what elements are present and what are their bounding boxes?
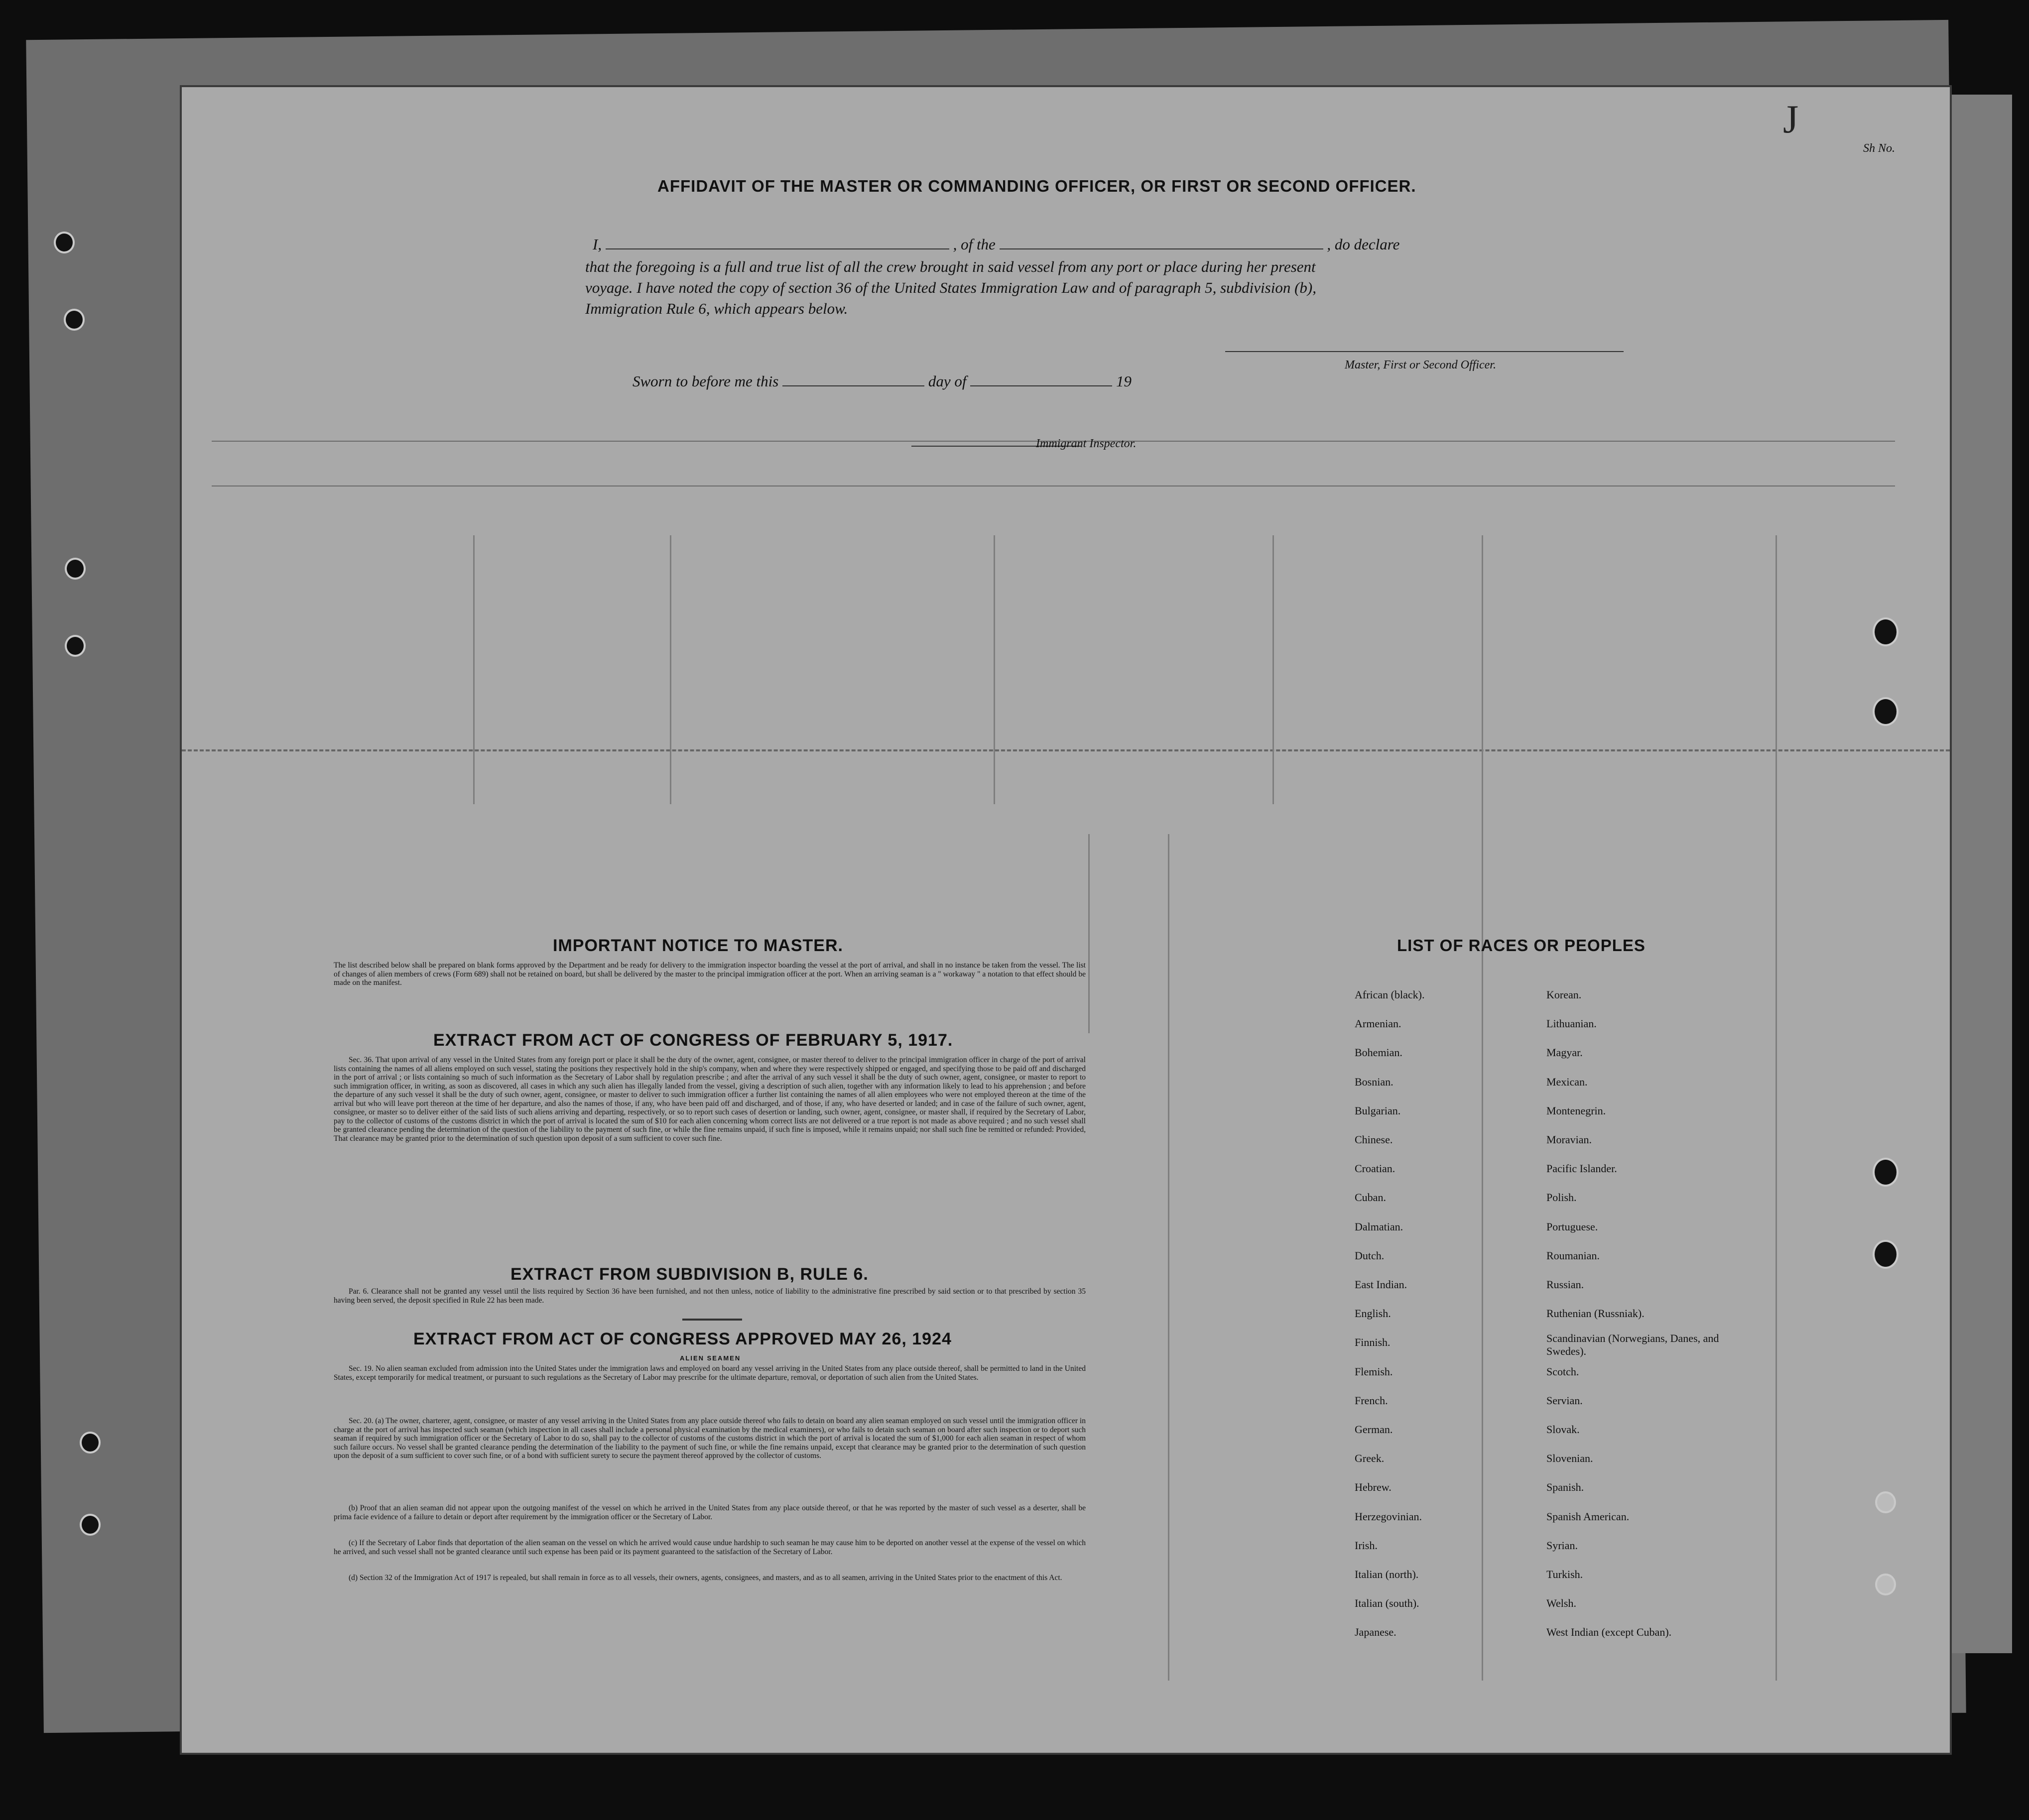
sworn-before: Sworn to before me this [633, 372, 779, 390]
race-item: Moravian. [1546, 1133, 1592, 1146]
table-column-rule [1088, 834, 1090, 1033]
extract-1924-title: EXTRACT FROM ACT OF CONGRESS APPROVED MAY 26, 1924 [413, 1330, 952, 1348]
table-rule [212, 485, 1895, 486]
table-column-rule [994, 535, 995, 804]
day-fill-line [782, 371, 924, 386]
race-item: Finnish. [1355, 1336, 1391, 1349]
race-item: Russian. [1546, 1278, 1584, 1291]
dashed-divider [182, 749, 1950, 751]
affidavit-line-3: voyage. I have noted the copy of section 36 of the United States Immigration Law and of paragraph 5, subdivision (b), [585, 279, 1316, 296]
manifest-page [182, 87, 1950, 1753]
race-item: Ruthenian (Russniak). [1546, 1307, 1645, 1320]
extract-1917-text [334, 1056, 1086, 1143]
race-item: Magyar. [1546, 1046, 1583, 1059]
sec-20a-text: Sec. 20. (a) The owner, charterer, agent, consignee, or master of any vessel arriving in the United States from any place outside thereof who fails to detain on board any alien seaman employed on such vessel until the immigration officer in charge at the port of arrival has inspected such seaman (which inspection in all cases shall include a personal physical examination by the medical examiners), or who fails to detain such seaman on board after such inspection or to deport such seaman if required by such immigration officer or the Secretary of Labor to do so, shall pay to the collector of customs of the customs district in which the port of arrival is located the sum of $1,000 for each alien seaman in respect of whom such failure occurs. No vessel shall be granted clearance pending the determination of the liability to the payment of such fine, or while the fine remains unpaid, except that clearance may be granted prior to the determination of such question upon the deposit of a sum sufficient to cover such fine, or of a bond with sufficient surety to secure the payment thereof approved by the collector of customs. [334, 1417, 1086, 1460]
table-column-rule [1272, 535, 1274, 804]
race-item: Scotch. [1546, 1365, 1579, 1378]
race-item: Italian (south). [1355, 1597, 1419, 1610]
affidavit-title: AFFIDAVIT OF THE MASTER OR COMMANDING OFFICER, OR FIRST OR SECOND OFFICER. [657, 177, 1416, 195]
affidavit-line-2: that the foregoing is a full and true list of all the crew brought in said vessel from any port or place during her present [585, 258, 1316, 275]
races-title: LIST OF RACES OR PEOPLES [1397, 936, 1646, 955]
sec-36-body: That upon arrival of any vessel in the United States from any foreign port or place it shall be the duty of the owner, agent, consignee, or master thereof to deliver to the principal immigration officer in charge of the port of arrival lists containing the names of all aliens employed on such vessel, stating the positions they respectively hold in the ship's company, when and where they were respectively shipped or engaged, and specifying those to be paid off and discharged in the port of arrival ; or lists containing so much of such information as the Secretary of Labor shall by regulation prescribe ; and after the arrival of any such vessel it shall be the duty of such owner, agent, consignee, or master to report to such immigration officer, in writing, as soon as discovered, all cases in which any such alien has illegally landed from the vessel, giving a description of such alien, together with any information likely to lead to his apprehension ; and before the departure of any such vessel it shall be the duty of such owner, agent, consignee, or master to deliver to such immigration officer a further list containing the names of all alien employees who were not employed thereon at the time of the arrival but who will leave port thereon at the time of her departure, and also the names of those, if any, who have been paid off and discharged, and of those, if any, who have deserted or landed; and in case of the failure of such owner, agent, consignee, or master so to deliver either of the said lists of such aliens arriving and departing, respectively, or so to report such cases of desertion or landing, such owner, agent, consignee, or master shall, if required by the Secretary of Labor, pay to the collector of customs of the customs district in which the port of arrival is located the sum of $10 for each alien concerning whom correct lists are not delivered or a true report is not made as above required ; and no such vessel shall be granted clearance pending the determination of the question of the liability to the payment of such fine, or while the fine remains unpaid, if such fine is imposed, while it remains unpaid; nor shall such fine be remitted or refunded: Provided, That clearance may be granted prior to the determination of such question upon deposit of a sum sufficient to cover such fine. [334, 1056, 1086, 1143]
race-item: Roumanian. [1546, 1249, 1600, 1262]
month-fill-line [970, 371, 1112, 386]
race-item: Scandinavian (Norwegians, Danes, and Swedes). [1546, 1332, 1719, 1358]
binding-hole [54, 232, 75, 253]
table-column-rule [1775, 535, 1777, 1681]
race-item: East Indian. [1355, 1278, 1407, 1291]
race-item: Armenian. [1355, 1017, 1401, 1030]
race-item: Dalmatian. [1355, 1220, 1403, 1233]
race-item: Pacific Islander. [1546, 1162, 1617, 1175]
master-signature-line [1225, 351, 1624, 352]
binding-hole [1873, 697, 1899, 726]
race-item: Irish. [1355, 1539, 1378, 1552]
affidavit-of-the: , of the [953, 236, 996, 253]
race-item: Slovenian. [1546, 1452, 1593, 1465]
binding-hole [65, 635, 86, 657]
sec-20b-text: (b) Proof that an alien seaman did not appear upon the outgoing manifest of the vessel on which he arrived in the United States from any place outside thereof, or that he was reported by the master of such vessel as a deserter, shall be prima facie evidence of a failure to detain or deport after requirement by the immigration officer or the Secretary of Labor. [334, 1504, 1086, 1521]
binding-hole [1873, 1240, 1899, 1269]
race-item: Herzegovinian. [1355, 1510, 1422, 1523]
race-item: French. [1355, 1394, 1388, 1407]
sec-19-text: Sec. 19. No alien seaman excluded from admission into the United States under the immigration laws and employed on board any vessel arriving in the United States from any place outside thereof, shall be permitted to land in the United States, except temporarily for medical treatment, or pursuant to such regulations as the Secretary of Labor may prescribe for the ultimate departure, removal, or deportation of such alien from the United States. [334, 1364, 1086, 1382]
race-item: Spanish American. [1546, 1510, 1630, 1523]
race-item: Portuguese. [1546, 1220, 1598, 1233]
binding-hole [80, 1514, 101, 1536]
extract-1917-title: EXTRACT FROM ACT OF CONGRESS OF FEBRUARY 5, 1917. [433, 1031, 953, 1050]
race-item: Bosnian. [1355, 1075, 1394, 1088]
affidavit-do-declare: , do declare [1327, 236, 1400, 253]
vessel-fill-line [1000, 235, 1323, 249]
race-item: Mexican. [1546, 1075, 1588, 1088]
name-fill-line [606, 235, 949, 249]
extract-1924-subtitle: ALIEN SEAMEN [680, 1354, 741, 1362]
affidavit-line-1 [593, 234, 1399, 255]
year-prefix: 19 [1116, 372, 1132, 390]
race-item: Hebrew. [1355, 1481, 1392, 1494]
sworn-line [633, 371, 1132, 392]
race-item: German. [1355, 1423, 1393, 1436]
sec-20c-text: (c) If the Secretary of Labor finds that deportation of the alien seaman on the vessel on which he arrived would cause undue hardship to such seaman he may cause him to be deported on another vessel at the expense of the vessel on which he arrived, and such vessel shall not be granted clearance until such expense has been paid or its payment guaranteed to the satisfaction of the Secretary of Labor. [334, 1539, 1086, 1556]
race-item: Slovak. [1546, 1423, 1580, 1436]
race-item: Spanish. [1546, 1481, 1584, 1494]
table-column-rule [473, 535, 475, 804]
race-item: Bulgarian. [1355, 1104, 1401, 1117]
table-column-rule [670, 535, 671, 804]
race-item: Turkish. [1546, 1568, 1583, 1580]
sec-20d-text: (d) Section 32 of the Immigration Act of 1917 is repealed, but shall remain in force as to all vessels, their owners, agents, consignees, and masters, and as to all seamen, arriving in the United States prior to the enactment of this Act. [349, 1574, 1062, 1582]
race-item: Polish. [1546, 1191, 1577, 1204]
race-item: Dutch. [1355, 1249, 1385, 1262]
race-item: Bohemian. [1355, 1046, 1402, 1059]
notice-text: The list described below shall be prepared on blank forms approved by the Department and be ready for delivery to the immigration inspector boarding the vessel at the port of arrival, and shall in no instance be taken from the vessel. The list of changes of alien members of crews (Form 689) shall not be retained on board, but shall be delivered by the master to the principal immigration officer at the port. When an arriving seaman is a " workaway " a notation to that effect should be made on the manifest. [334, 961, 1086, 987]
race-item: Flemish. [1355, 1365, 1393, 1378]
sheet-number-label: Sh No. [1863, 142, 1895, 155]
sec-36-label: Sec. 36. [349, 1056, 374, 1064]
race-item: Italian (north). [1355, 1568, 1419, 1580]
race-item: Chinese. [1355, 1133, 1393, 1146]
race-item: Welsh. [1546, 1597, 1576, 1610]
binding-hole [65, 558, 86, 580]
binding-hole [1875, 1491, 1896, 1513]
inspector-label: Immigrant Inspector. [1036, 437, 1137, 450]
table-column-rule [1168, 834, 1169, 1681]
race-item: Japanese. [1355, 1626, 1396, 1639]
race-item: English. [1355, 1307, 1391, 1320]
binding-hole [64, 309, 85, 331]
race-item: Croatian. [1355, 1162, 1395, 1175]
binding-hole [80, 1432, 101, 1454]
binding-hole [1873, 1158, 1899, 1187]
notice-title: IMPORTANT NOTICE TO MASTER. [553, 936, 843, 955]
race-item: Servian. [1546, 1394, 1583, 1407]
binding-hole [1873, 617, 1899, 646]
race-item: Cuban. [1355, 1191, 1386, 1204]
race-item: Greek. [1355, 1452, 1385, 1465]
extract-rule6-title: EXTRACT FROM SUBDIVISION B, RULE 6. [510, 1265, 869, 1284]
race-item: West Indian (except Cuban). [1546, 1626, 1672, 1639]
race-item: Lithuanian. [1546, 1017, 1597, 1030]
handwritten-mark: J [1783, 98, 1799, 141]
day-of: day of [928, 372, 967, 390]
table-column-rule [1482, 535, 1483, 1681]
section-divider [682, 1319, 742, 1321]
extract-rule6-text: Par. 6. Clearance shall not be granted any vessel until the lists required by Section 36 have been furnished, and not then unless, notice of liability to the administrative fine prescribed by said section or to that prescribed by section 35 having been served, the deposit specified in Rule 22 has been made. [334, 1287, 1086, 1305]
race-item: Korean. [1546, 988, 1582, 1001]
master-label: Master, First or Second Officer. [1345, 359, 1496, 371]
binding-hole [1875, 1574, 1896, 1595]
affidavit-line-4: Immigration Rule 6, which appears below. [585, 300, 848, 317]
race-item: African (black). [1355, 988, 1425, 1001]
race-item: Syrian. [1546, 1539, 1578, 1552]
race-item: Montenegrin. [1546, 1104, 1606, 1117]
affidavit-i: I, [593, 236, 602, 253]
